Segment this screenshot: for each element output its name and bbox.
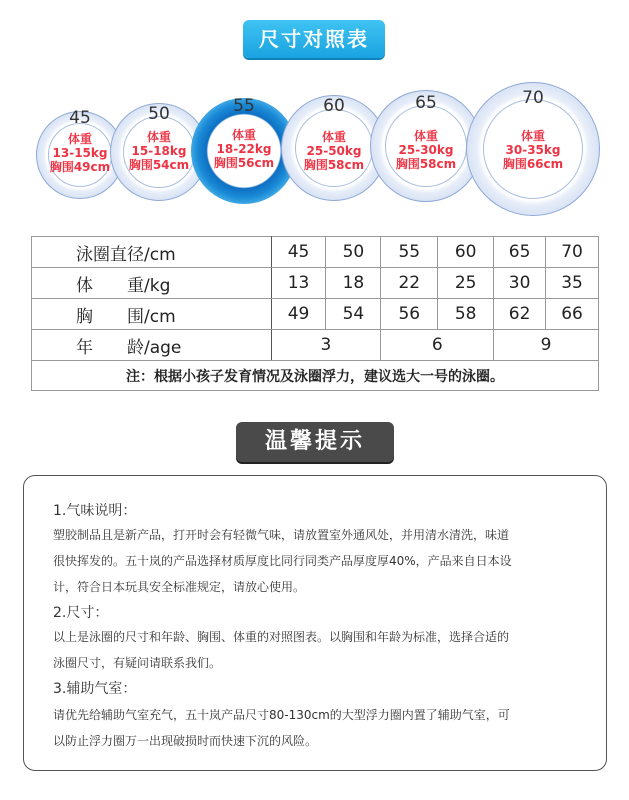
table-cell: 3 [271, 330, 381, 361]
table-cell: 18 [326, 268, 381, 299]
ring-chest: 胸围49cm [49, 160, 111, 174]
table-cell: 45 [271, 237, 326, 268]
table-row [32, 237, 599, 268]
table-row [32, 330, 599, 361]
ring-weight-label: 体重 [67, 132, 92, 146]
ring-size: 45 [69, 108, 91, 128]
table-cell: 62 [494, 299, 546, 330]
ring-size: 55 [233, 96, 255, 116]
tip-paragraph [53, 522, 593, 600]
table-row [32, 268, 599, 299]
table-cell: 49 [271, 299, 326, 330]
ring-size: 65 [415, 93, 437, 113]
tip-line: 塑胶制品且是新产品，打开时会有轻微气味，请放置室外通风处，并用清水清洗，味道 [53, 528, 510, 542]
table-cell: 70 [546, 237, 599, 268]
size-chart-banner: 尺寸对照表 [243, 20, 385, 58]
table-cell: 35 [546, 268, 599, 299]
ring-size: 60 [323, 96, 345, 116]
ring-weight: 30-35kg [505, 143, 561, 157]
row-label: 胸 围/cm [32, 299, 272, 330]
ring-chest: 胸围66cm [502, 157, 564, 171]
ring-weight-label: 体重 [321, 130, 346, 144]
tip-line: 泳圈尺寸，有疑问请联系我们。 [53, 656, 222, 670]
tip-paragraph [53, 702, 593, 754]
tip-heading: 2.尺寸： [53, 605, 109, 621]
table-cell: 25 [438, 268, 494, 299]
table-cell: 66 [546, 299, 599, 330]
ring-weight-label: 体重 [413, 129, 438, 143]
tip-heading: 3.辅助气室： [53, 681, 137, 697]
table-note-row [32, 361, 599, 391]
ring-weight: 18-22kg [216, 142, 272, 156]
table-cell: 56 [381, 299, 438, 330]
ring-weight: 25-50kg [306, 144, 362, 158]
table-cell: 9 [494, 330, 599, 361]
tip-heading: 1.气味说明： [53, 503, 137, 519]
ring-size: 70 [522, 88, 544, 108]
ring-chest: 胸围56cm [213, 156, 275, 170]
ring-chest: 胸围58cm [395, 157, 457, 171]
table-cell: 60 [438, 237, 494, 268]
tips-banner: 温馨提示 [236, 422, 394, 462]
ring-weight-label: 体重 [146, 130, 171, 144]
table-cell: 22 [381, 268, 438, 299]
table-cell: 6 [381, 330, 494, 361]
row-label: 泳圈直径/cm [32, 237, 272, 268]
tip-line: 以上是泳圈的尺寸和年龄、胸围、体重的对照图表。以胸围和年龄为标准，选择合适的 [53, 630, 510, 644]
ring-weight: 15-18kg [131, 144, 187, 158]
tip-line: 很快挥发的。五十岚的产品选择材质厚度比同行同类产品厚度厚40%，产品来自日本设 [53, 554, 512, 568]
table-cell: 65 [494, 237, 546, 268]
tip-paragraph [53, 624, 593, 676]
table-cell: 30 [494, 268, 546, 299]
table-note: 注：根据小孩子发育情况及泳圈浮力，建议选大一号的泳圈。 [32, 361, 599, 391]
ring-chest: 胸围54cm [128, 158, 190, 172]
table-cell: 54 [326, 299, 381, 330]
ring-weight: 13-15kg [52, 146, 108, 160]
ring-weight-label: 体重 [231, 128, 256, 142]
ring-weight-label: 体重 [520, 129, 545, 143]
table-row [32, 299, 599, 330]
table-cell: 55 [381, 237, 438, 268]
row-label: 体 重/kg [32, 268, 272, 299]
size-table [31, 236, 599, 391]
ring-size: 50 [148, 104, 170, 124]
ring-70 [466, 82, 600, 216]
ring-weight: 25-30kg [398, 143, 454, 157]
tip-line: 以防止浮力圈万一出现破损时而快速下沉的风险。 [53, 734, 318, 748]
table-cell: 13 [271, 268, 326, 299]
table-cell: 58 [438, 299, 494, 330]
row-label: 年 龄/age [32, 330, 272, 361]
tip-line: 计，符合日本玩具安全标准规定，请放心使用。 [53, 580, 306, 594]
tips-box [23, 475, 607, 771]
tip-line: 请优先给辅助气室充气，五十岚产品尺寸80-130cm的大型浮力圈内置了辅助气室，可 [53, 708, 510, 722]
ring-chest: 胸围58cm [303, 158, 365, 172]
table-cell: 50 [326, 237, 381, 268]
